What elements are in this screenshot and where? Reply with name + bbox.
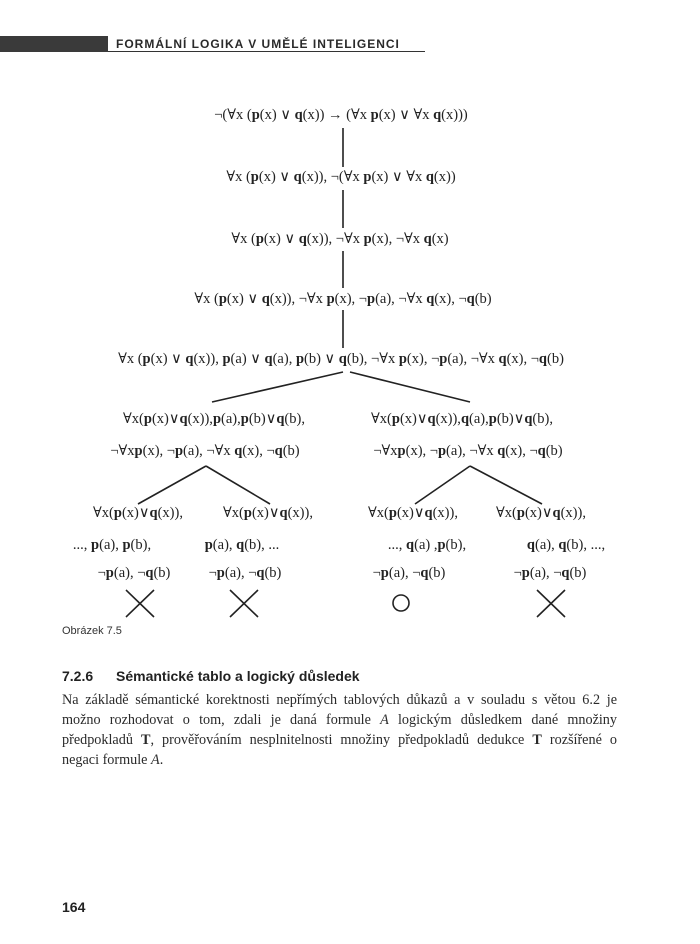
left-branch-line2: ¬∀xp(x), ¬p(a), ¬∀x q(x), ¬q(b) (110, 443, 300, 459)
leaf3-line3: ¬p(a), ¬q(b) (372, 565, 446, 581)
edge-right-leaf3 (415, 466, 470, 504)
leaf1-line2: ..., p(a), p(b), (72, 537, 152, 553)
leaf2-line1: ∀x(p(x)∨q(x)), (223, 505, 313, 521)
section-title: Sémantické tablo a logický důsledek (116, 668, 360, 684)
right-branch-line2: ¬∀xp(x), ¬p(a), ¬∀x q(x), ¬q(b) (373, 443, 563, 459)
figure-caption: Obrázek 7.5 (62, 625, 122, 637)
leaf3-line2: ..., q(a) ,p(b), (387, 537, 467, 553)
page-number: 164 (62, 899, 86, 915)
section-number: 7.2.6 (62, 668, 94, 684)
leaf2-line2: p(a), q(b), ... (204, 537, 280, 553)
running-header-title: FORMÁLNÍ LOGIKA V UMĚLÉ INTELIGENCI (116, 37, 400, 51)
tableau-node-1: ¬(∀x (p(x) ∨ q(x)) → (∀x p(x) ∨ ∀x q(x))) (214, 107, 468, 123)
leaf3-line1: ∀x(p(x)∨q(x)), (368, 505, 458, 521)
tableau-node-2: ∀x (p(x) ∨ q(x)), ¬(∀x p(x) ∨ ∀x q(x)) (226, 169, 456, 185)
right-branch-line1: ∀x(p(x)∨q(x)),q(a),p(b)∨q(b), (371, 411, 553, 427)
leaf4-line1: ∀x(p(x)∨q(x)), (496, 505, 586, 521)
edge-left-leaf2 (206, 466, 270, 504)
edge-5-left (212, 372, 343, 402)
edge-right-leaf4 (470, 466, 542, 504)
tableau-node-4: ∀x (p(x) ∨ q(x)), ¬∀x p(x), ¬p(a), ¬∀x q(x), ¬q(b) (194, 291, 492, 307)
closed-cross-2 (230, 590, 258, 617)
leaf2-line3: ¬p(a), ¬q(b) (208, 565, 282, 581)
tableau-node-3: ∀x (p(x) ∨ q(x)), ¬∀x p(x), ¬∀x q(x) (231, 231, 449, 247)
edge-5-right (350, 372, 470, 402)
leaf4-line2: q(a), q(b), ..., (526, 537, 606, 553)
tableau-node-5: ∀x (p(x) ∨ q(x)), p(a) ∨ q(a), p(b) ∨ q(b), ¬∀x p(x), ¬p(a), ¬∀x q(x), ¬q(b) (118, 351, 564, 367)
closed-cross-4 (537, 590, 565, 617)
leaf1-line1: ∀x(p(x)∨q(x)), (93, 505, 183, 521)
section-heading (62, 668, 360, 684)
open-branch-circle (393, 595, 409, 611)
leaf4-line3: ¬p(a), ¬q(b) (513, 565, 587, 581)
edge-left-leaf1 (138, 466, 206, 504)
leaf1-line3: ¬p(a), ¬q(b) (97, 565, 171, 581)
left-branch-line1: ∀x(p(x)∨q(x)),p(a),p(b)∨q(b), (123, 411, 305, 427)
closed-cross-1 (126, 590, 154, 617)
body-paragraph: Na základě sémantické korektnosti nepřímých tablových důkazů a v souladu s větou 6.2 je možno rozhodovat o tom, zdali je daná formule A logickým důsledkem dané množiny předpokladů T, prověřováním nesplnitelnosti množiny předpokladů dedukce T rozšířené o negaci formule A. (62, 692, 618, 768)
